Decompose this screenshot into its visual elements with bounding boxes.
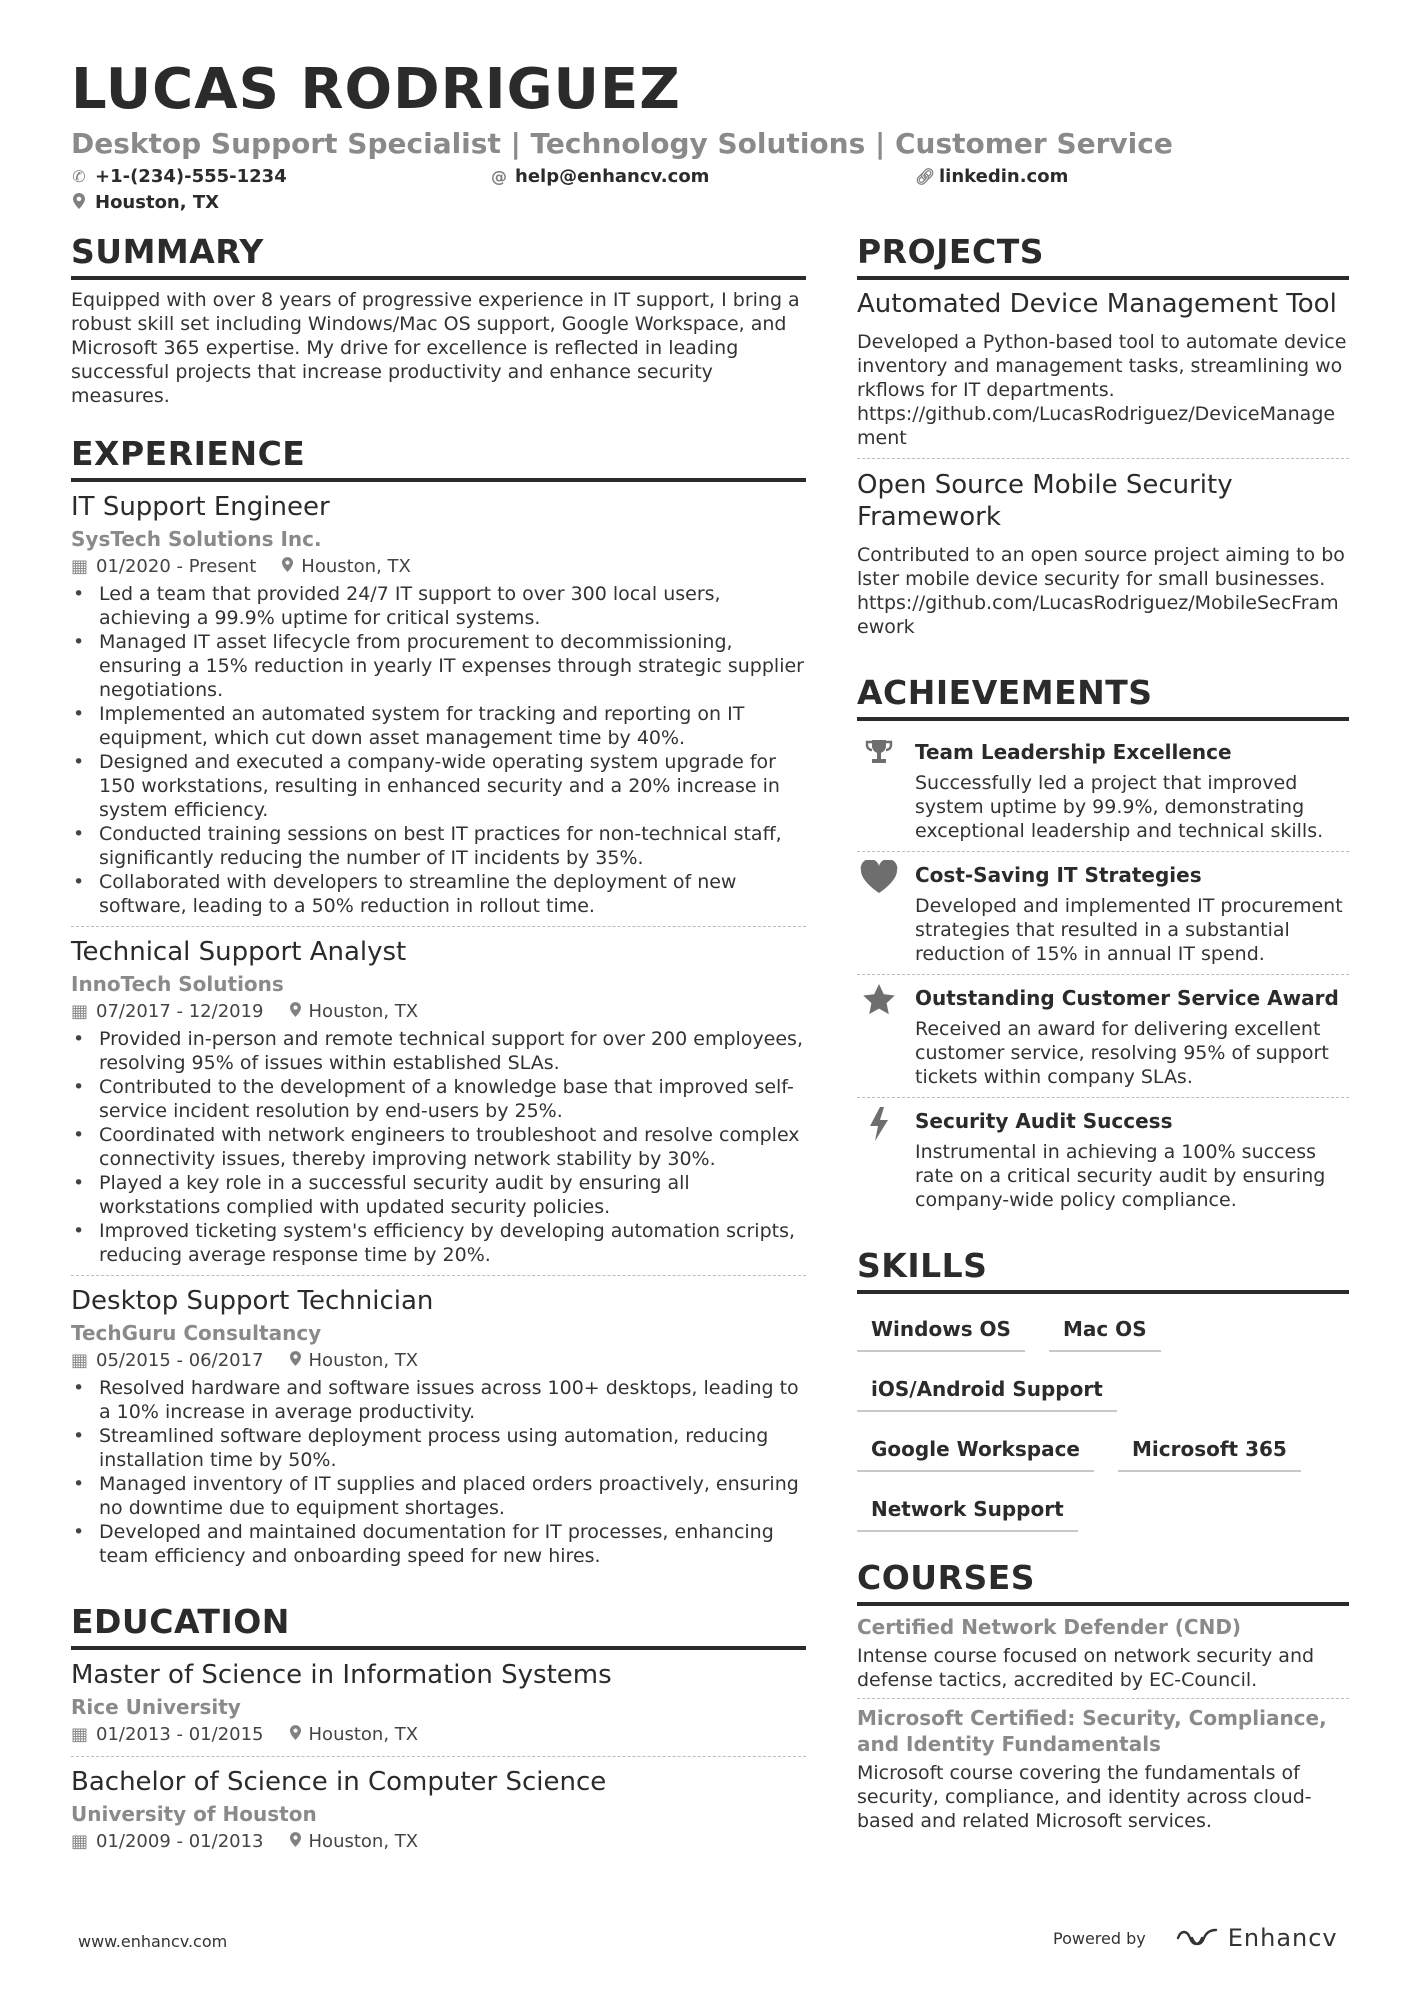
right-column: [857, 230, 1349, 1863]
star-icon: [857, 983, 901, 1089]
job-title: IT Support Engineer: [71, 492, 330, 522]
course-description: Microsoft course covering the fundamentals of security, compliance, and identity across cloud-based and related Microsoft services.: [857, 1762, 1312, 1832]
education-dates: [71, 1829, 264, 1855]
education-section: [71, 1600, 806, 1863]
bullet-item: • Resolved hardware and software issues across 100+ desktops, leading to a 10% increase in average productivity.: [71, 1376, 806, 1424]
education-meta: [71, 1722, 806, 1748]
bullet-item: • Coordinated with network engineers to troubleshoot and resolve complex connectivity issues, thereby improving network stability by 30%.: [71, 1123, 806, 1171]
job-dates-text: 05/2015 - 06/2017: [96, 1350, 264, 1371]
education-heading: EDUCATION: [71, 1600, 806, 1650]
job-bullets: [71, 582, 806, 918]
job-bullets: [71, 1027, 806, 1267]
bullet-item: • Managed inventory of IT supplies and placed orders proactively, ensuring no downtime due to equipment shortages.: [71, 1472, 806, 1520]
project-title: Open Source Mobile Security Framework: [857, 470, 1233, 532]
courses-heading: COURSES: [857, 1556, 1349, 1606]
brand-name: Enhancv: [1227, 1924, 1338, 1952]
brand-logo[interactable]: [1174, 1924, 1338, 1952]
course-item: [857, 1614, 1349, 1699]
summary-text: Equipped with over 8 years of progressive experience in IT support, I bring a robust skill set including Windows/Mac OS support, Google Workspace, and Microsoft 365 expertise. My drive for excellence is reflected in leading successful projects that increase productivity and enhance security measures.: [71, 289, 800, 407]
education-location-text: Houston, TX: [308, 1724, 419, 1745]
degree-title: Bachelor of Science in Computer Science: [71, 1767, 607, 1797]
location-pin-icon: [290, 1350, 301, 1371]
experience-item: [71, 490, 806, 927]
project-description: Developed a Python-based tool to automate device inventory and management tasks, streamlining workflows for IT departments.: [857, 331, 1347, 401]
education-location: [290, 1829, 419, 1855]
education-dates-text: 01/2013 - 01/2015: [96, 1724, 264, 1745]
skills-list: [857, 1302, 1349, 1532]
job-location: [290, 1348, 419, 1374]
location-pin-icon: [290, 1001, 301, 1022]
course-item: [857, 1705, 1349, 1839]
contact-info: [71, 164, 1351, 220]
job-meta: [71, 1348, 806, 1374]
powered-by-label: Powered by: [1053, 1928, 1146, 1948]
achievement-body: [915, 737, 1349, 843]
candidate-title: Desktop Support Specialist | Technology Solutions | Customer Service: [71, 127, 1173, 160]
candidate-name: LUCAS RODRIGUEZ: [71, 57, 681, 122]
project-item: [857, 469, 1349, 647]
course-description: Intense course focused on network security and defense tactics, accredited by EC-Council.: [857, 1645, 1315, 1691]
heart-icon: [857, 860, 901, 966]
at-icon: @: [491, 167, 507, 186]
school-name: University of Houston: [71, 1802, 317, 1826]
achievements-heading: ACHIEVEMENTS: [857, 671, 1349, 721]
skill-tag: Google Workspace: [857, 1428, 1094, 1472]
achievement-title: Team Leadership Excellence: [915, 740, 1232, 764]
achievement-body: [915, 983, 1349, 1089]
linkedin-text[interactable]: linkedin.com: [939, 166, 1069, 187]
projects-section: [857, 230, 1349, 647]
footer-website[interactable]: www.enhancv.com: [78, 1932, 228, 1951]
left-column: [71, 230, 806, 1887]
job-location-text: Houston, TX: [308, 1001, 419, 1022]
achievement-body: [915, 860, 1349, 966]
achievement-body: [915, 1106, 1349, 1212]
email-text[interactable]: help@enhancv.com: [515, 166, 710, 187]
calendar-icon: ▦: [71, 1831, 89, 1852]
bullet-item: • Developed and maintained documentation for IT processes, enhancing team efficiency and onboarding speed for new hires.: [71, 1520, 806, 1568]
course-title: Microsoft Certified: Security, Compliance, and Identity Fundamentals: [857, 1706, 1327, 1756]
projects-heading: PROJECTS: [857, 230, 1349, 280]
project-description: Contributed to an open source project aiming to bolster mobile device security for small businesses.: [857, 544, 1345, 590]
location-pin-icon: [290, 1724, 301, 1745]
project-url[interactable]: https://github.com/LucasRodriguez/DeviceManagement: [857, 403, 1336, 449]
skills-heading: SKILLS: [857, 1244, 1349, 1294]
summary-heading: SUMMARY: [71, 230, 806, 280]
phone-icon: ✆: [72, 167, 86, 186]
job-meta: [71, 554, 806, 580]
location-pin-icon: [290, 1831, 301, 1852]
contact-email[interactable]: [491, 166, 709, 187]
phone-text: +1-(234)-555-1234: [95, 166, 287, 187]
calendar-icon: ▦: [71, 1724, 89, 1745]
job-dates: [71, 554, 256, 580]
contact-linkedin[interactable]: [915, 166, 1068, 187]
achievement-description: Received an award for delivering excellent customer service, resolving 95% of support tickets within company SLAs.: [915, 1018, 1329, 1088]
education-location-text: Houston, TX: [308, 1831, 419, 1852]
calendar-icon: ▦: [71, 1350, 89, 1371]
job-location-text: Houston, TX: [301, 556, 411, 577]
resume-header: [71, 56, 1351, 220]
education-location: [290, 1722, 419, 1748]
education-item: [71, 1765, 806, 1863]
bullet-item: • Designed and executed a company-wide operating system upgrade for 150 workstations, resulting in enhanced security and a 20% increase in system efficiency.: [71, 750, 806, 822]
job-bullets: [71, 1376, 806, 1568]
achievement-item: [857, 852, 1349, 975]
job-location: [290, 999, 419, 1025]
achievements-section: [857, 671, 1349, 1220]
achievement-description: Instrumental in achieving a 100% success rate on a critical security audit by ensuring company-wide policy compliance.: [915, 1141, 1326, 1211]
education-dates-text: 01/2009 - 01/2013: [96, 1831, 264, 1852]
bullet-item: • Played a key role in a successful security audit by ensuring all workstations complied with updated security policies.: [71, 1171, 806, 1219]
course-title: Certified Network Defender (CND): [857, 1615, 1242, 1639]
achievement-item: [857, 1098, 1349, 1220]
lightning-icon: [857, 1106, 901, 1212]
project-url[interactable]: https://github.com/LucasRodriguez/MobileSecFramework: [857, 592, 1339, 638]
calendar-icon: ▦: [71, 1001, 89, 1022]
project-item: [857, 288, 1349, 459]
achievement-description: Developed and implemented IT procurement strategies that resulted in a substantial reduction of 15% in annual IT spend.: [915, 895, 1343, 965]
trophy-icon: [857, 737, 901, 843]
job-dates: [71, 999, 264, 1025]
company-name: SysTech Solutions Inc.: [71, 527, 322, 551]
job-location-text: Houston, TX: [308, 1350, 419, 1371]
job-dates-text: 07/2017 - 12/2019: [96, 1001, 264, 1022]
job-dates: [71, 1348, 264, 1374]
link-icon: 🔗︎: [915, 167, 936, 186]
footer-powered-by: [1053, 1924, 1338, 1952]
education-item: [71, 1658, 806, 1757]
bullet-item: • Improved ticketing system's efficiency by developing automation scripts, reducing average response time by 20%.: [71, 1219, 806, 1267]
bullet-item: • Conducted training sessions on best IT practices for non-technical staff, significantly reducing the number of IT incidents by 35%.: [71, 822, 806, 870]
experience-heading: EXPERIENCE: [71, 432, 806, 482]
enhancv-logo-icon: [1174, 1927, 1220, 1949]
education-dates: [71, 1722, 264, 1748]
bullet-item: • Contributed to the development of a knowledge base that improved self-service incident resolution by end-users by 25%.: [71, 1075, 806, 1123]
courses-section: [857, 1556, 1349, 1839]
contact-phone: [71, 166, 287, 187]
bullet-item: • Managed IT asset lifecycle from procurement to decommissioning, ensuring a 15% reduction in yearly IT expenses through strategic supplier negotiations.: [71, 630, 806, 702]
calendar-icon: ▦: [71, 556, 89, 577]
job-dates-text: 01/2020 - Present: [96, 556, 257, 577]
experience-section: [71, 432, 806, 1576]
location-pin-icon: [71, 193, 87, 213]
skill-tag: Mac OS: [1049, 1308, 1161, 1352]
bullet-item: • Led a team that provided 24/7 IT support to over 300 local users, achieving a 99.9% uptime for critical systems.: [71, 582, 806, 630]
skill-tag: Network Support: [857, 1488, 1078, 1532]
achievement-item: [857, 729, 1349, 852]
summary-section: [71, 230, 806, 408]
achievement-item: [857, 975, 1349, 1098]
location-text: Houston, TX: [95, 192, 220, 213]
bullet-item: • Collaborated with developers to streamline the deployment of new software, leading to a 50% reduction in rollout time.: [71, 870, 806, 918]
location-pin-icon: [282, 556, 293, 577]
job-location: [282, 554, 411, 580]
experience-item: [71, 935, 806, 1276]
skill-tag: Microsoft 365: [1118, 1428, 1301, 1472]
achievement-title: Cost-Saving IT Strategies: [915, 863, 1202, 887]
job-title: Desktop Support Technician: [71, 1286, 434, 1316]
contact-location: [71, 192, 219, 213]
bullet-item: • Streamlined software deployment process using automation, reducing installation time by 50%.: [71, 1424, 806, 1472]
education-meta: [71, 1829, 806, 1855]
achievement-title: Security Audit Success: [915, 1109, 1173, 1133]
skill-tag: Windows OS: [857, 1308, 1025, 1352]
achievement-description: Successfully led a project that improved system uptime by 99.9%, demonstrating exceptional leadership and technical skills.: [915, 772, 1324, 842]
company-name: InnoTech Solutions: [71, 972, 284, 996]
bullet-item: • Implemented an automated system for tracking and reporting on IT equipment, which cut down asset management time by 40%.: [71, 702, 806, 750]
project-title: Automated Device Management Tool: [857, 289, 1337, 319]
experience-item: [71, 1284, 806, 1576]
skills-section: [857, 1244, 1349, 1532]
skill-tag: iOS/Android Support: [857, 1368, 1117, 1412]
bullet-item: • Provided in-person and remote technical support for over 200 employees, resolving 95% of issues within established SLAs.: [71, 1027, 806, 1075]
degree-title: Master of Science in Information Systems: [71, 1660, 612, 1690]
company-name: TechGuru Consultancy: [71, 1321, 322, 1345]
achievement-title: Outstanding Customer Service Award: [915, 986, 1339, 1010]
school-name: Rice University: [71, 1695, 241, 1719]
job-title: Technical Support Analyst: [71, 937, 407, 967]
job-meta: [71, 999, 806, 1025]
